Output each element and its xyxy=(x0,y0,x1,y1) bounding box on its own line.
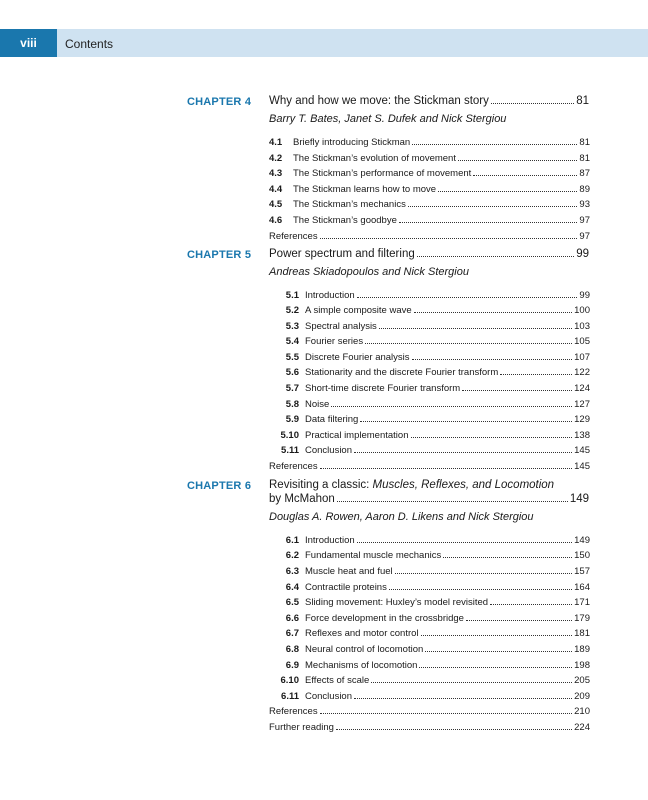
chapter-title-text: Why and how we move: the Stickman story xyxy=(269,95,489,107)
section-title: Stationarity and the discrete Fourier transform xyxy=(305,367,499,378)
dot-leader xyxy=(395,573,572,574)
references-label: References xyxy=(269,706,318,717)
dot-leader xyxy=(320,468,573,469)
chapter-label: CHAPTER 4 xyxy=(187,96,252,108)
toc-entry[interactable] xyxy=(269,414,590,425)
chapter-page: 149 xyxy=(569,493,589,505)
section-title: Discrete Fourier analysis xyxy=(305,352,410,363)
toc-entry[interactable] xyxy=(269,430,590,441)
section-title: Muscle heat and fuel xyxy=(305,566,393,577)
section-page: 107 xyxy=(574,352,590,363)
toc-entry[interactable] xyxy=(269,550,590,561)
section-title: The Stickman’s goodbye xyxy=(293,215,397,226)
dot-leader xyxy=(399,222,578,223)
section-page: 164 xyxy=(574,582,590,593)
dot-leader xyxy=(443,557,572,558)
section-number: 6.11 xyxy=(281,691,299,702)
toc-entry[interactable] xyxy=(269,613,590,624)
section-number: 5.1 xyxy=(285,290,299,301)
section-number: 6.4 xyxy=(285,582,299,593)
dot-leader xyxy=(491,103,574,104)
section-number: 6.6 xyxy=(285,613,299,624)
references-page: 145 xyxy=(574,461,590,472)
section-page: 171 xyxy=(574,597,590,608)
section-number: 4.5 xyxy=(269,199,283,210)
chapter-title-line1[interactable] xyxy=(269,479,554,491)
chapter-title-text: Power spectrum and filtering xyxy=(269,248,415,260)
toc-entry[interactable] xyxy=(269,399,590,410)
section-number: 6.10 xyxy=(280,675,299,686)
section-page: 100 xyxy=(574,305,590,316)
toc-entry[interactable] xyxy=(269,675,590,686)
toc-entry[interactable] xyxy=(269,597,590,608)
toc-entry[interactable] xyxy=(269,660,590,671)
section-page: 124 xyxy=(574,383,590,394)
toc-entry[interactable] xyxy=(269,153,590,164)
chapter-title-prefix: Revisiting a classic: xyxy=(269,479,373,491)
references-page: 210 xyxy=(574,706,590,717)
section-number: 4.4 xyxy=(269,184,283,195)
section-title: Spectral analysis xyxy=(305,321,377,332)
toc-entry[interactable] xyxy=(269,644,590,655)
dot-leader xyxy=(414,312,572,313)
chapter-title-italic: Muscles, Reflexes, and Locomotion xyxy=(372,479,555,491)
section-title: The Stickman’s evolution of movement xyxy=(293,153,456,164)
section-page: 81 xyxy=(579,153,590,164)
section-page: 157 xyxy=(574,566,590,577)
page-header xyxy=(0,29,648,57)
dot-leader xyxy=(337,501,568,502)
section-number: 6.8 xyxy=(285,644,299,655)
dot-leader xyxy=(336,729,572,730)
dot-leader xyxy=(490,604,572,605)
section-number: 5.10 xyxy=(280,430,299,441)
dot-leader xyxy=(354,698,572,699)
dot-leader xyxy=(371,682,572,683)
toc-entry[interactable] xyxy=(269,582,590,593)
section-title: Briefly introducing Stickman xyxy=(293,137,411,148)
section-number: 6.7 xyxy=(285,628,299,639)
chapter-authors: Andreas Skiadopoulos and Nick Stergiou xyxy=(269,266,469,278)
section-number: 5.5 xyxy=(285,352,299,363)
section-title: The Stickman learns how to move xyxy=(293,184,437,195)
dot-leader xyxy=(408,206,578,207)
section-number: 5.3 xyxy=(285,321,299,332)
section-number: 4.2 xyxy=(269,153,283,164)
dot-leader xyxy=(425,651,572,652)
section-title: The Stickman’s performance of movement xyxy=(293,168,472,179)
dot-leader xyxy=(331,406,572,407)
dot-leader xyxy=(417,256,574,257)
section-title: Reflexes and motor control xyxy=(305,628,419,639)
chapter-title[interactable] xyxy=(269,493,589,505)
references-page: 97 xyxy=(579,231,590,242)
toc-entry[interactable] xyxy=(269,184,590,195)
chapter-page: 99 xyxy=(576,248,589,260)
section-title: Data filtering xyxy=(305,414,359,425)
dot-leader xyxy=(473,175,577,176)
section-page: 89 xyxy=(579,184,590,195)
section-number: 5.7 xyxy=(285,383,299,394)
toc-entry[interactable] xyxy=(269,199,590,210)
section-title: The Stickman’s mechanics xyxy=(293,199,406,210)
section-title: Introduction xyxy=(305,535,355,546)
chapter-title-text: by McMahon xyxy=(269,493,335,505)
page-number: viii xyxy=(20,36,37,50)
section-number: 4.3 xyxy=(269,168,283,179)
section-number: 5.9 xyxy=(285,414,299,425)
dot-leader xyxy=(389,589,572,590)
toc-entry-references[interactable] xyxy=(269,461,590,472)
dot-leader xyxy=(379,328,572,329)
section-title: Contractile proteins xyxy=(305,582,387,593)
references-label: References xyxy=(269,461,318,472)
chapter-authors: Barry T. Bates, Janet S. Dufek and Nick Stergiou xyxy=(269,113,507,125)
section-title: Fundamental muscle mechanics xyxy=(305,550,442,561)
section-page: 150 xyxy=(574,550,590,561)
section-page: 105 xyxy=(574,336,590,347)
section-number: 6.9 xyxy=(285,660,299,671)
toc-entry[interactable] xyxy=(269,367,590,378)
toc-entry[interactable] xyxy=(269,215,590,226)
section-page: 122 xyxy=(574,367,590,378)
section-title: A simple composite wave xyxy=(305,305,412,316)
section-title: Effects of scale xyxy=(305,675,370,686)
toc-entry[interactable] xyxy=(269,168,590,179)
references-label: References xyxy=(269,231,318,242)
toc-entry[interactable] xyxy=(269,137,590,148)
section-page: 179 xyxy=(574,613,590,624)
section-number: 5.2 xyxy=(285,305,299,316)
section-page: 145 xyxy=(574,445,590,456)
dot-leader xyxy=(320,238,578,239)
toc-entry[interactable] xyxy=(269,566,590,577)
section-title: Practical implementation xyxy=(305,430,409,441)
section-number: 6.2 xyxy=(285,550,299,561)
section-title: Introduction xyxy=(305,290,355,301)
section-title: Fourier series xyxy=(305,336,364,347)
toc-entry[interactable] xyxy=(269,445,590,456)
section-number: 6.1 xyxy=(285,535,299,546)
section-title: Short-time discrete Fourier transform xyxy=(305,383,461,394)
toc-entry[interactable] xyxy=(269,321,590,332)
section-title: Mechanisms of locomotion xyxy=(305,660,418,671)
dot-leader xyxy=(412,359,573,360)
dot-leader xyxy=(320,713,573,714)
section-page: 129 xyxy=(574,414,590,425)
section-title: Force development in the crossbridge xyxy=(305,613,464,624)
section-page: 103 xyxy=(574,321,590,332)
toc-entry[interactable] xyxy=(269,628,590,639)
section-page: 209 xyxy=(574,691,590,702)
toc-entry[interactable] xyxy=(269,336,590,347)
toc-entry-references[interactable] xyxy=(269,706,590,717)
section-number: 6.5 xyxy=(285,597,299,608)
section-page: 93 xyxy=(579,199,590,210)
chapter-label: CHAPTER 6 xyxy=(187,480,252,492)
dot-leader xyxy=(500,374,572,375)
section-page: 181 xyxy=(574,628,590,639)
section-page: 138 xyxy=(574,430,590,441)
toc-entry[interactable] xyxy=(269,305,590,316)
dot-leader xyxy=(438,191,577,192)
section-title: Neural control of locomotion xyxy=(305,644,424,655)
section-number: 4.6 xyxy=(269,215,283,226)
dot-leader xyxy=(357,297,578,298)
section-number: 5.8 xyxy=(285,399,299,410)
section-page: 189 xyxy=(574,644,590,655)
dot-leader xyxy=(419,667,572,668)
dot-leader xyxy=(458,160,577,161)
chapter-label: CHAPTER 5 xyxy=(187,249,252,261)
chapter-authors: Douglas A. Rowen, Aaron D. Likens and Nick Stergiou xyxy=(269,511,534,523)
toc-entry[interactable] xyxy=(269,535,590,546)
section-number: 4.1 xyxy=(269,137,283,148)
section-page: 149 xyxy=(574,535,590,546)
dot-leader xyxy=(365,343,572,344)
section-title: Conclusion xyxy=(305,691,352,702)
chapter-page: 81 xyxy=(576,95,589,107)
section-page: 97 xyxy=(579,215,590,226)
toc-entry-references[interactable] xyxy=(269,231,590,242)
further-reading-label: Further reading xyxy=(269,722,334,733)
section-number: 5.11 xyxy=(281,445,299,456)
dot-leader xyxy=(354,452,572,453)
toc-entry[interactable] xyxy=(269,352,590,363)
running-title: Contents xyxy=(65,37,114,51)
section-page: 205 xyxy=(574,675,590,686)
dot-leader xyxy=(357,542,572,543)
section-number: 5.4 xyxy=(285,336,299,347)
section-page: 81 xyxy=(579,137,590,148)
toc-entry[interactable] xyxy=(269,383,590,394)
toc-entry[interactable] xyxy=(269,691,590,702)
dot-leader xyxy=(412,144,577,145)
section-page: 198 xyxy=(574,660,590,671)
further-reading-page: 224 xyxy=(574,722,590,733)
dot-leader xyxy=(462,390,572,391)
section-page: 87 xyxy=(579,168,590,179)
section-page: 127 xyxy=(574,399,590,410)
chapter-title[interactable] xyxy=(269,95,589,107)
section-number: 5.6 xyxy=(285,367,299,378)
section-number: 6.3 xyxy=(285,566,299,577)
dot-leader xyxy=(411,437,573,438)
section-title: Noise xyxy=(305,399,330,410)
section-title: Sliding movement: Huxley’s model revisited xyxy=(305,597,489,608)
toc-entry[interactable] xyxy=(269,290,590,301)
dot-leader xyxy=(360,421,572,422)
dot-leader xyxy=(466,620,572,621)
section-page: 99 xyxy=(579,290,590,301)
section-title: Conclusion xyxy=(305,445,352,456)
toc-entry-further-reading[interactable] xyxy=(269,722,590,733)
dot-leader xyxy=(421,635,573,636)
chapter-title[interactable] xyxy=(269,248,589,260)
